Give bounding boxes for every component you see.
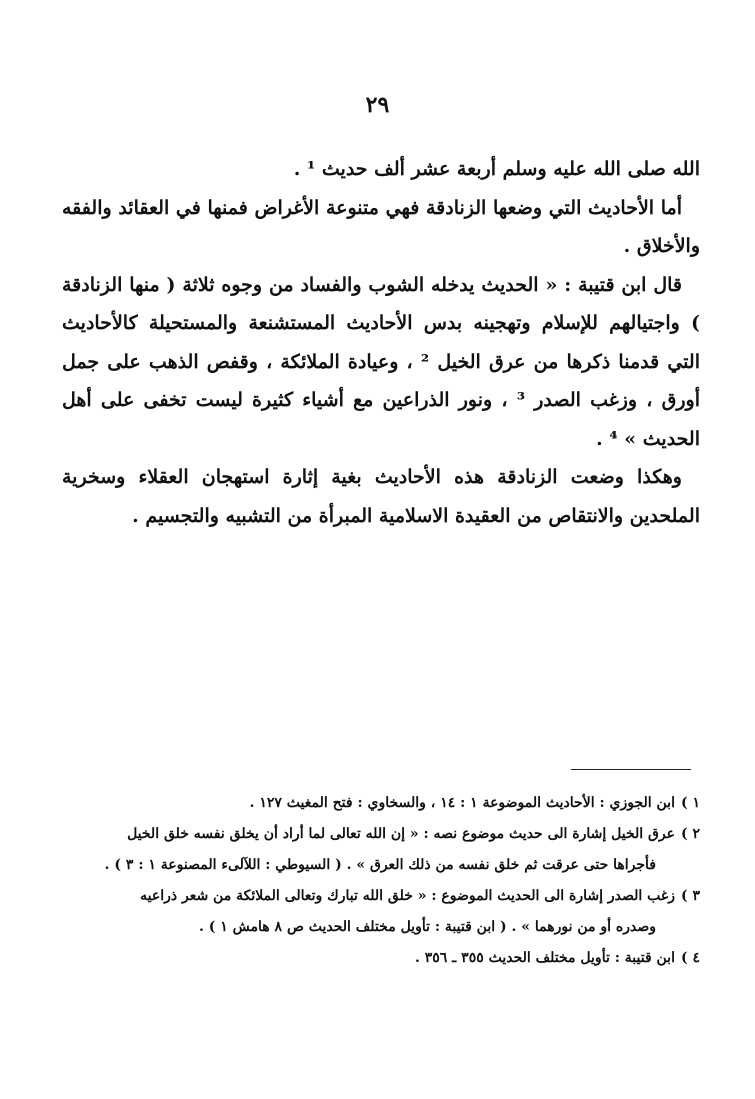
footnote (58, 819, 700, 850)
paragraph: قال ابن قتيبة : « الحديث يدخله الشوب والفساد من وجوه ثلاثة ( منها الزنادقة ) واجتيالهم للإسلام وتهجينه بدس الأحاديث المستشنعة والمستحيلة كالأحاديث التي قدمنا ذكرها من عرق الخيل ² ، وعيادة الملائكة ، وقفص الذهب على جمل أورق ، وزغب الصدر ³ ، ونور الذراعين مع أشياء كثيرة ليست تخفى على أهل الحديث » ⁴ . (62, 273, 700, 450)
footnotes (58, 788, 700, 974)
paragraph: الله صلى الله عليه وسلم أربعة عشر ألف حديث ¹ . (293, 158, 700, 180)
footnote-divider (571, 769, 691, 770)
footnote-text: عرق الخيل إشارة الى حديث موضوع نصه : « إن الله تعالى لما أراد أن يخلق نفسه خلق الخيل (127, 826, 675, 842)
footnote-continuation: وصدره أو من نورهما » . ( ابن قتيبة : تأويل مختلف الحديث ص ٨ هامش ١ ) . (199, 919, 656, 935)
paragraph: وهكذا وضعت الزنادقة هذه الأحاديث بغية إثارة استهجان العقلاء وسخرية الملحدين والانتقاص من العقيدة الاسلامية المبرأة من التشبيه والتجسيم . (62, 466, 700, 527)
footnote-text: ابن قتيبة : تأويل مختلف الحديث ٣٥٥ ـ ٣٥٦ . (415, 950, 675, 966)
footnote (58, 943, 700, 974)
page-number: ٢٩ (365, 92, 390, 118)
footnote-number: ٤ ) (680, 950, 700, 966)
footnote-text: زغب الصدر إشارة الى الحديث الموضوع : « خلق الله تبارك وتعالى الملائكة من شعر ذراعيه (140, 888, 675, 904)
footnote-number: ٢ ) (680, 826, 700, 842)
footnote (58, 788, 700, 819)
footnote-number: ٣ ) (680, 888, 700, 904)
footnote-number: ١ ) (680, 795, 700, 811)
footnote-continuation: فأجراها حتى عرقت ثم خلق نفسه من ذلك العرق » . ( السيوطي : اللآلىء المصنوعة ١ : ٣ ) . (104, 857, 656, 873)
footnote (58, 881, 700, 912)
main-text (62, 150, 700, 535)
paragraph: أما الأحاديث التي وضعها الزنادقة فهي متنوعة الأغراض فمنها في العقائد والفقه والأخلاق . (62, 196, 700, 257)
footnote-text: ابن الجوزي : الأحاديث الموضوعة ١ : ١٤ ، والسخاوي : فتح المغيث ١٢٧ . (249, 795, 675, 811)
